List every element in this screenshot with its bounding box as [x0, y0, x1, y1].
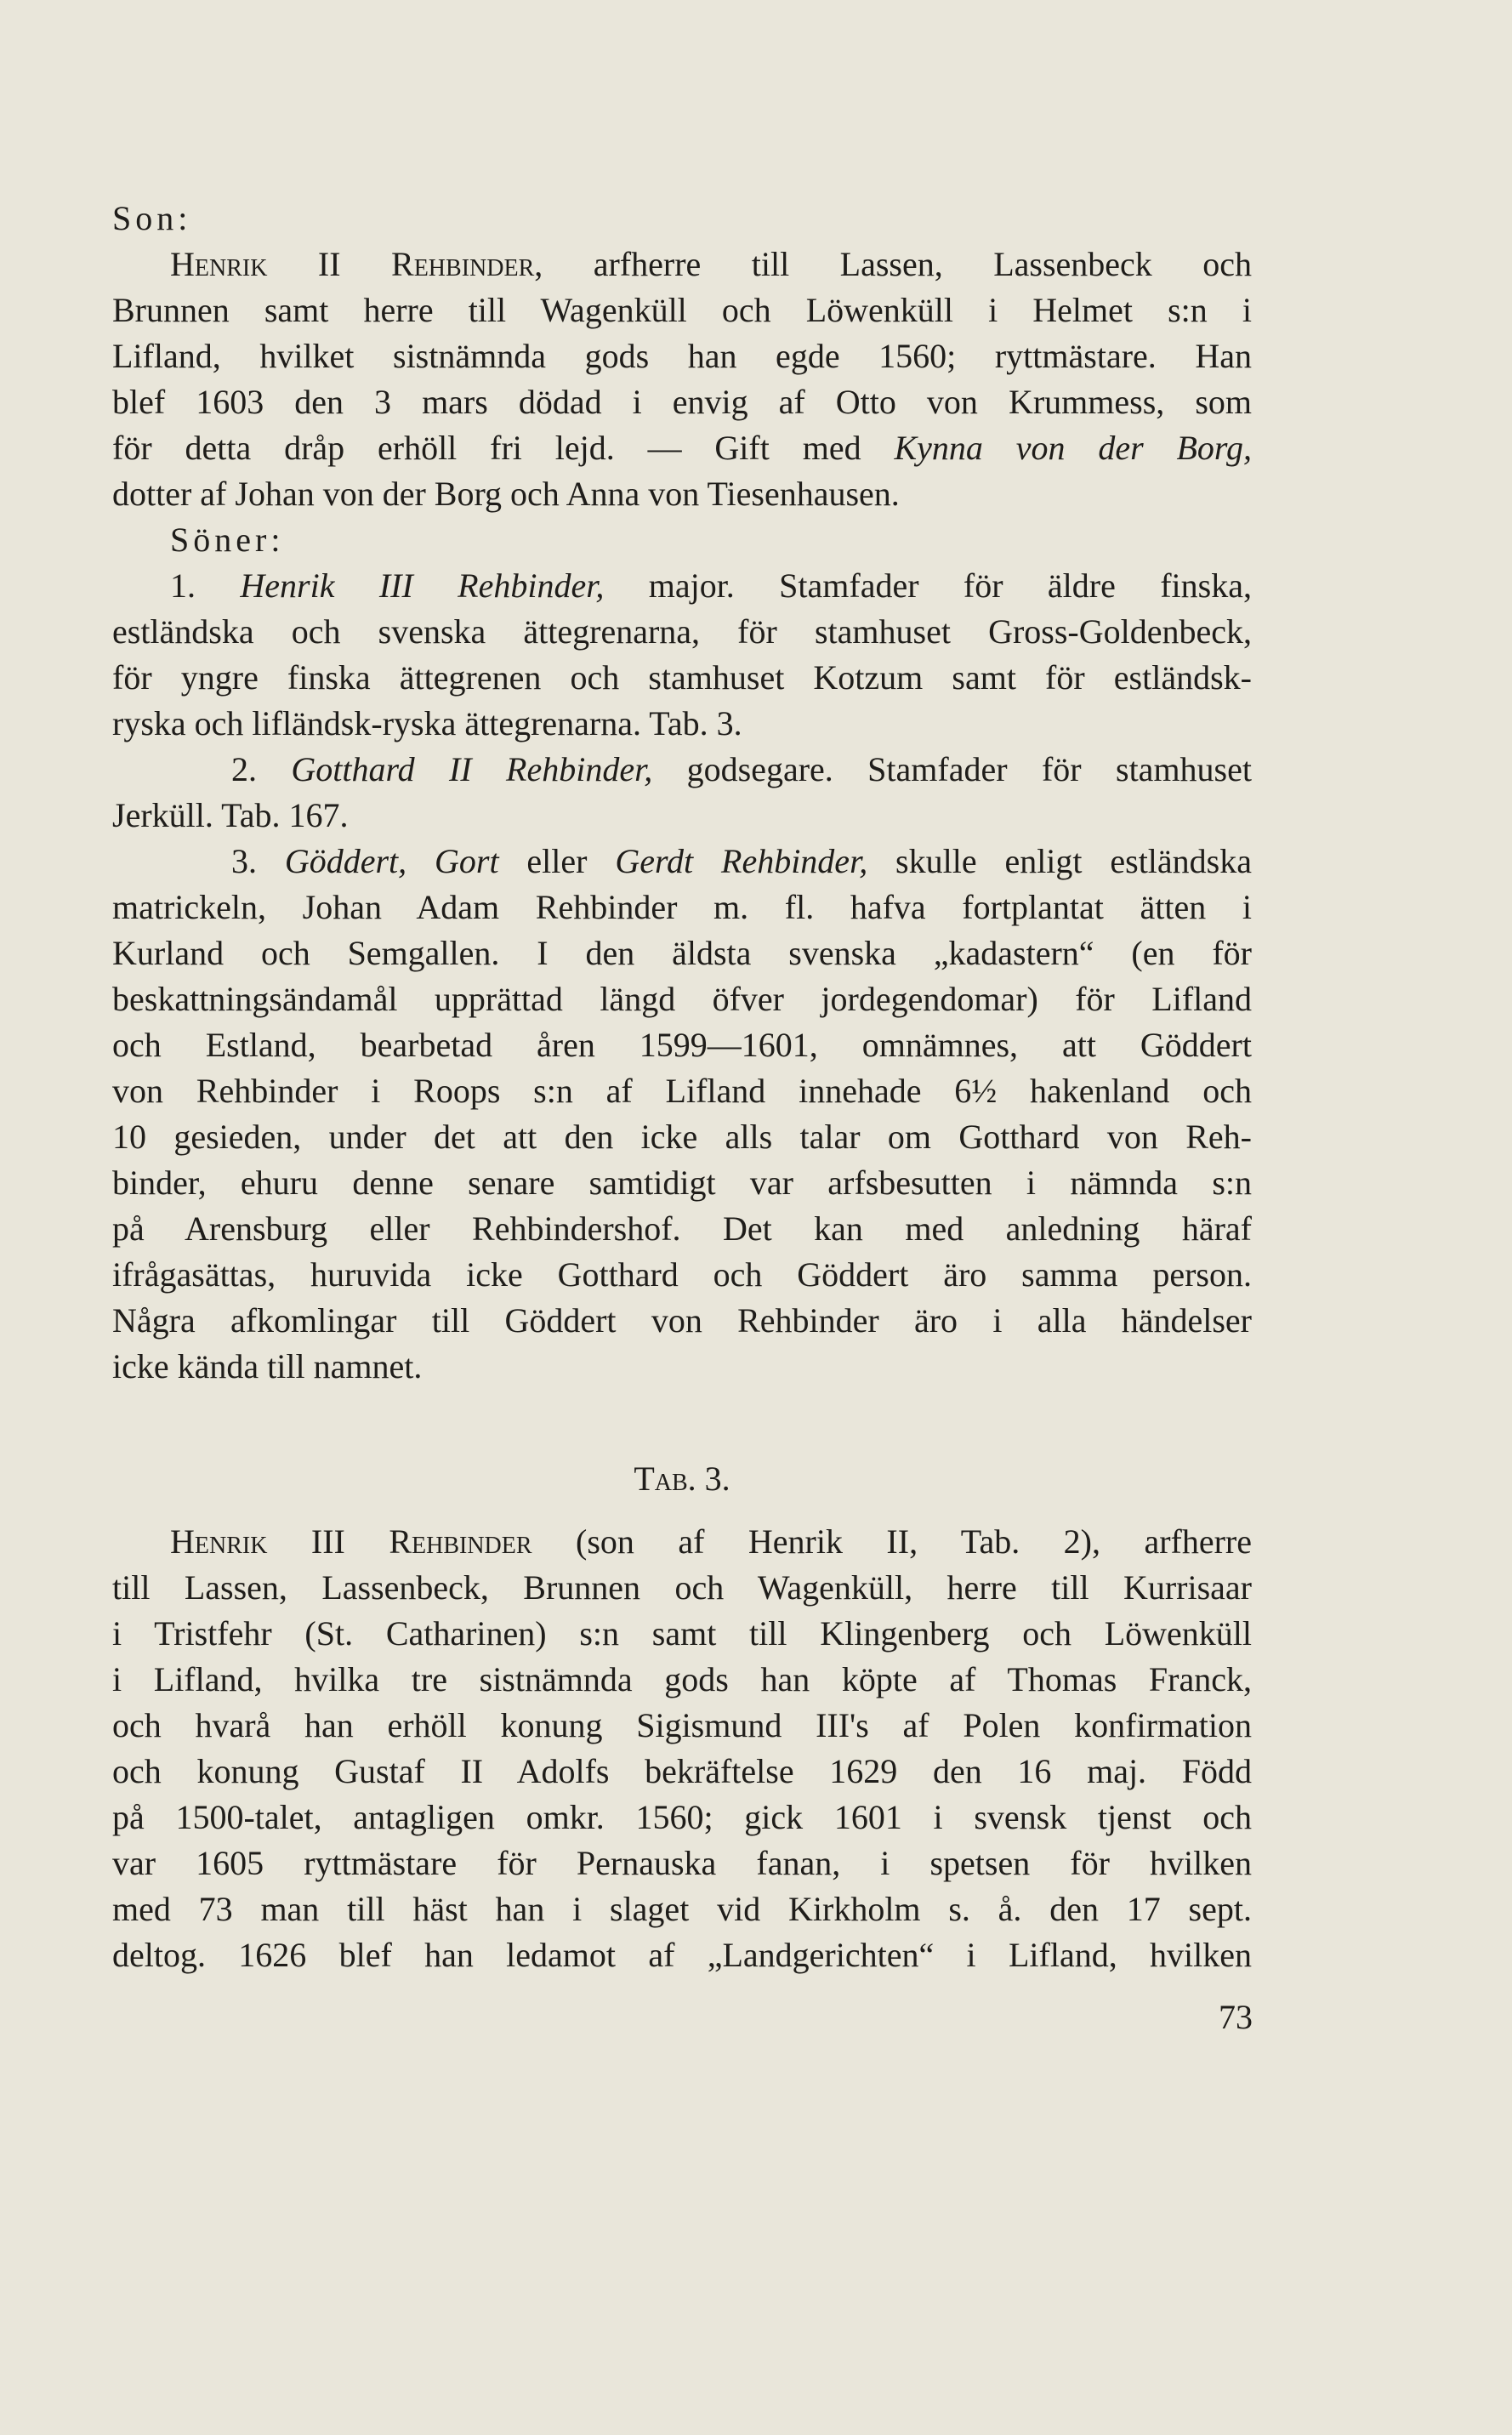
son-3-line-6: 10 gesieden, under det att den icke alls talar om Gotthard von Reh-	[112, 1118, 1252, 1156]
page-number: 73	[1219, 1998, 1253, 2036]
item-number: 2.	[231, 750, 257, 788]
son-3-line-0	[231, 839, 1252, 885]
item-number: 3.	[231, 842, 257, 880]
person-name: Henrik III Rehbinder,	[240, 566, 605, 605]
text-run: major. Stamfader för äldre finska,	[604, 566, 1252, 605]
henrik-iii-line-7: var 1605 ryttmästare för Pernauska fanan, i spetsen för hvilken	[112, 1844, 1252, 1882]
person-name: Gotthard II Rehbinder,	[291, 750, 653, 788]
son-1-line-0	[170, 563, 1252, 609]
henrik-iii-line-0	[170, 1519, 1252, 1565]
item-number: 1.	[170, 566, 196, 605]
henrik-ii-line-4	[112, 425, 1252, 471]
person-name: Henrik II Rehbinder	[170, 245, 535, 283]
henrik-iii-line-6: på 1500-talet, antagligen omkr. 1560; gick 1601 i svensk tjenst och	[112, 1798, 1252, 1836]
henrik-iii-line-9: deltog. 1626 blef han ledamot af „Landgerichten“ i Lifland, hvilken	[112, 1936, 1252, 1974]
henrik-ii-line-5: dotter af Johan von der Borg och Anna von Tiesenhausen.	[112, 475, 900, 513]
henrik-iii-line-8: med 73 man till häst han i slaget vid Kirkholm s. å. den 17 sept.	[112, 1890, 1252, 1928]
son-3-line-4: och Estland, bearbetad åren 1599—1601, omnämnes, att Göddert	[112, 1026, 1252, 1064]
henrik-iii-line-3: i Lifland, hvilka tre sistnämnda gods han köpte af Thomas Franck,	[112, 1660, 1252, 1698]
son-2-line-1: Jerküll. Tab. 167.	[112, 796, 349, 834]
son-3-line-7: binder, ehuru denne senare samtidigt var arfsbesutten i nämnda s:n	[112, 1163, 1252, 1202]
heading-tab-3: Tab. 3.	[634, 1459, 730, 1498]
son-3-line-3: beskattningsändamål upprättad längd öfver jordegendomar) för Lifland	[112, 980, 1252, 1018]
son-3-line-11: icke kända till namnet.	[112, 1347, 423, 1385]
son-3-line-5: von Rehbinder i Roops s:n af Lifland innehade 6½ hakenland och	[112, 1072, 1252, 1110]
son-2-line-0	[231, 747, 1252, 793]
son-1-line-3: ryska och lifländsk-ryska ättegrenarna. Tab. 3.	[112, 704, 742, 742]
spouse-name: Kynna von der Borg,	[894, 429, 1253, 467]
henrik-iii-line-1: till Lassen, Lassenbeck, Brunnen och Wagenküll, herre till Kurrisaar	[112, 1568, 1252, 1607]
henrik-ii-line-2: Lifland, hvilket sistnämnda gods han egde 1560; ryttmästare. Han	[112, 337, 1252, 375]
text-run: godsegare. Stamfader för stamhuset	[652, 750, 1252, 788]
henrik-iii-line-4: och hvarå han erhöll konung Sigismund III's af Polen konfirmation	[112, 1706, 1252, 1744]
son-1-line-1: estländska och svenska ättegrenarna, för stamhuset Gross-Goldenbeck,	[112, 612, 1252, 651]
person-name: Gerdt Rehbinder,	[615, 842, 868, 880]
text-run: eller	[498, 842, 616, 880]
son-3-line-9: ifrågasättas, huruvida icke Gotthard och Göddert äro samma person.	[112, 1255, 1252, 1294]
son-3-line-2: Kurland och Semgallen. I den äldsta svenska „kadastern“ (en för	[112, 934, 1252, 972]
text-run: för detta dråp erhöll fri lejd. — Gift med	[112, 429, 861, 467]
heading-son: Son:	[112, 199, 192, 237]
person-name: Göddert, Gort	[284, 842, 499, 880]
text-run: , arfherre till Lassen, Lassenbeck och	[534, 245, 1253, 283]
henrik-ii-line-0	[170, 242, 1252, 287]
heading-soner: Söner:	[170, 521, 285, 559]
son-3-line-8: på Arensburg eller Rehbindershof. Det kan med anledning häraf	[112, 1209, 1252, 1248]
son-3-line-1: matrickeln, Johan Adam Rehbinder m. fl. hafva fortplantat ätten i	[112, 888, 1252, 926]
person-name: Henrik III Rehbinder	[170, 1522, 532, 1561]
henrik-iii-line-2: i Tristfehr (St. Catharinen) s:n samt till Klingenberg och Löwenküll	[112, 1614, 1252, 1653]
text-run: skulle enligt estländska	[867, 842, 1252, 880]
henrik-ii-line-3: blef 1603 den 3 mars dödad i envig af Otto von Krummess, som	[112, 383, 1252, 421]
text-run: (son af Henrik II, Tab. 2), arfherre	[531, 1522, 1252, 1561]
son-1-line-2: för yngre finska ättegrenen och stamhuset Kotzum samt för estländsk-	[112, 658, 1252, 697]
son-3-line-10: Några afkomlingar till Göddert von Rehbinder äro i alla händelser	[112, 1301, 1252, 1340]
henrik-ii-line-1: Brunnen samt herre till Wagenküll och Löwenküll i Helmet s:n i	[112, 291, 1252, 329]
henrik-iii-line-5: och konung Gustaf II Adolfs bekräftelse 1629 den 16 maj. Född	[112, 1752, 1252, 1790]
